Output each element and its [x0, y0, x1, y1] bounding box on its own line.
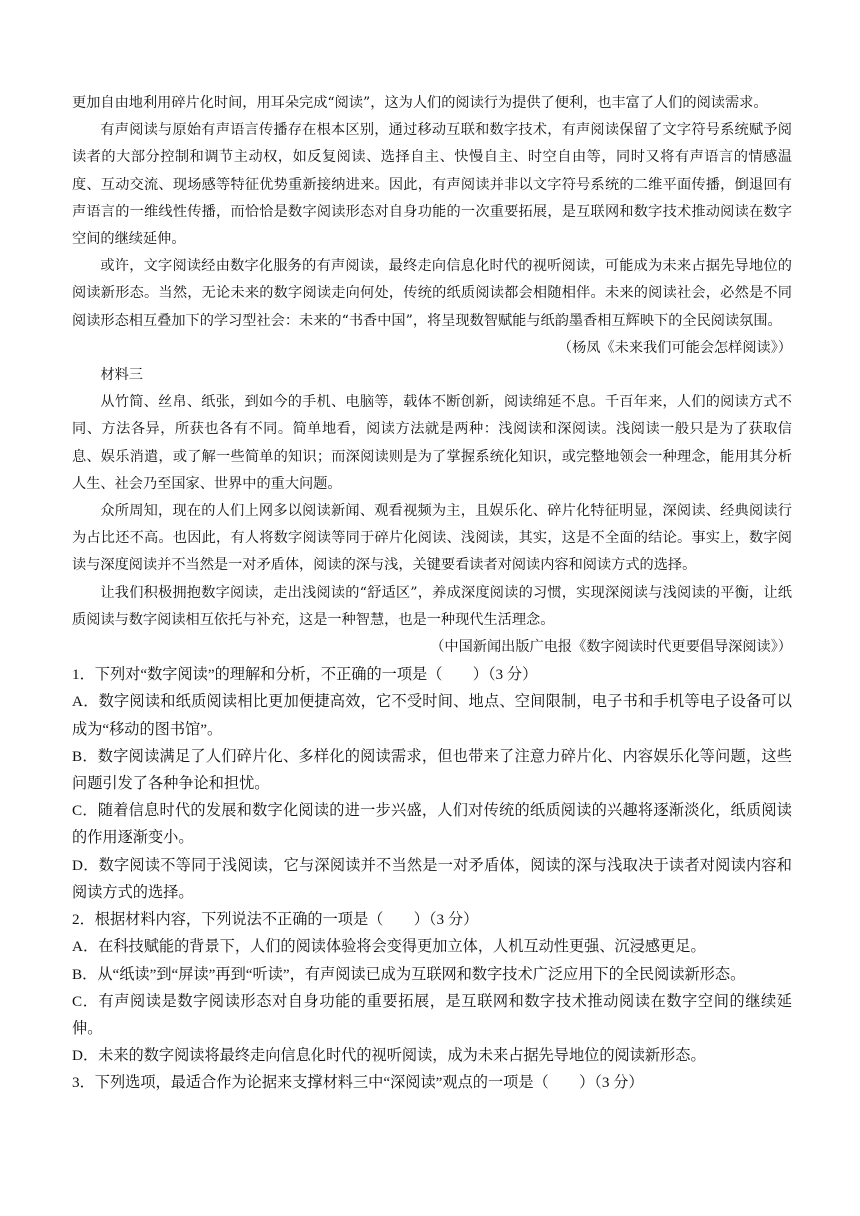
question-2-option-a[interactable]: A．在科技赋能的背景下，人们的阅读体验将会变得更加立体，人机互动性更强、沉浸感更足。 — [72, 938, 706, 956]
question-1-stem: 1．下列对“数字阅读”的理解和分析，不正确的一项是（ ）（3 分） — [72, 666, 538, 684]
question-2-stem: 2．根据材料内容，下列说法不正确的一项是（ ）（3 分） — [72, 911, 479, 929]
question-1-option-c[interactable]: C．随着信息时代的发展和数字化阅读的进一步兴盛，人们对传统的纸质阅读的兴趣将逐渐淡化，纸质阅读的作用逐渐变小。 — [72, 802, 792, 847]
question-1-option-b[interactable]: B．数字阅读满足了人们碎片化、多样化的阅读需求，但也带来了注意力碎片化、内容娱乐化等问题，这些问题引发了各种争论和担忧。 — [72, 747, 792, 793]
question-2-option-c[interactable]: C．有声阅读是数字阅读形态对自身功能的重要拓展，是互联网和数字技术推动阅读在数字空间的继续延伸。 — [72, 992, 792, 1037]
question-2-option-d[interactable]: D．未来的数字阅读将最终走向信息化时代的视听阅读，成为未来占据先导地位的阅读新形态。 — [72, 1047, 706, 1065]
question-3 — [72, 1069, 792, 1096]
material2-source: （杨凤《未来我们可能会怎样阅读》） — [557, 339, 792, 356]
material2-paragraph-3: 或许，文字阅读经由数字化服务的有声阅读，最终走向信息化时代的视听阅读，可能成为未来占据先导地位的阅读新形态。当然，无论未来的数字阅读走向何处，传统的纸质阅读都会相随相伴。未来的阅读社会，必然是不同阅读形态相互叠加下的学习型社会：未来的“书香中国”，将呈现数智赋能与纸韵墨香相互辉映下的全民阅读氛围。 — [72, 258, 792, 329]
material3-paragraph-3: 让我们积极拥抱数字阅读，走出浅阅读的“舒适区”，养成深度阅读的习惯，实现深阅读与浅阅读的平衡，让纸质阅读与数字阅读相互依托与补充，这是一种智慧，也是一种现代生活理念。 — [72, 584, 792, 628]
question-2 — [72, 906, 792, 1069]
question-3-stem: 3．下列选项，最适合作为论据来支撑材料三中“深阅读”观点的一项是（ ）（3 分） — [72, 1074, 644, 1092]
question-1 — [72, 661, 792, 906]
material2-paragraph-1: 更加自由地利用碎片化时间，用耳朵完成“阅读”，这为人们的阅读行为提供了便利，也丰富了人们的阅读需求。 — [72, 95, 768, 111]
question-1-option-a[interactable]: A．数字阅读和纸质阅读相比更加便捷高效，它不受时间、地点、空间限制，电子书和手机等电子设备可以成为“移动的图书馆”。 — [72, 693, 792, 738]
material3-source: （中国新闻出版广电报《数字阅读时代更要倡导深阅读》） — [430, 639, 792, 656]
material2-paragraph-2: 有声阅读与原始有声语言传播存在根本区别，通过移动互联和数字技术，有声阅读保留了文字符号系统赋予阅读者的大部分控制和调节主动权，如反复阅读、选择自主、快慢自主、时空自由等，同时又将有声语言的情感温度、互动交流、现场感等特征优势重新接纳进来。因此，有声阅读并非以文字符号系统的二维平面传播，倒退回有声语言的一维线性传播，而恰恰是数字阅读形态对自身功能的一次重要拓展，是互联网和数字技术推动阅读在数字空间的继续延伸。 — [72, 122, 792, 248]
material3-paragraph-1: 从竹简、丝帛、纸张，到如今的手机、电脑等，载体不断创新，阅读绵延不息。千百年来，人们的阅读方式不同、方法各异，所获也各有不同。简单地看，阅读方法就是两种：浅阅读和深阅读。浅阅读一般只是为了获取信息、娱乐消遣，或了解一些简单的知识；而深阅读则是为了掌握系统化知识，或完整地领会一种理念，能用其分析人生、社会乃至国家、世界中的重大问题。 — [72, 394, 792, 492]
question-1-option-d[interactable]: D．数字阅读不等同于浅阅读，它与深阅读并不当然是一对矛盾体，阅读的深与浅取决于读者对阅读内容和阅读方式的选择。 — [72, 856, 792, 901]
question-2-option-b[interactable]: B．从“纸读”到“屏读”再到“听读”，有声阅读已成为互联网和数字技术广泛应用下的全民阅读新形态。 — [72, 965, 746, 983]
material3-paragraph-2: 众所周知，现在的人们上网多以阅读新闻、观看视频为主，且娱乐化、碎片化特征明显，深阅读、经典阅读行为占比还不高。也因此，有人将数字阅读等同于碎片化阅读、浅阅读，其实，这是不全面的结论。事实上，数字阅读与深度阅读并不当然是一对矛盾体，阅读的深与浅，关键要看读者对阅读内容和阅读方式的选择。 — [72, 503, 792, 574]
material3-heading: 材料三 — [100, 367, 143, 384]
